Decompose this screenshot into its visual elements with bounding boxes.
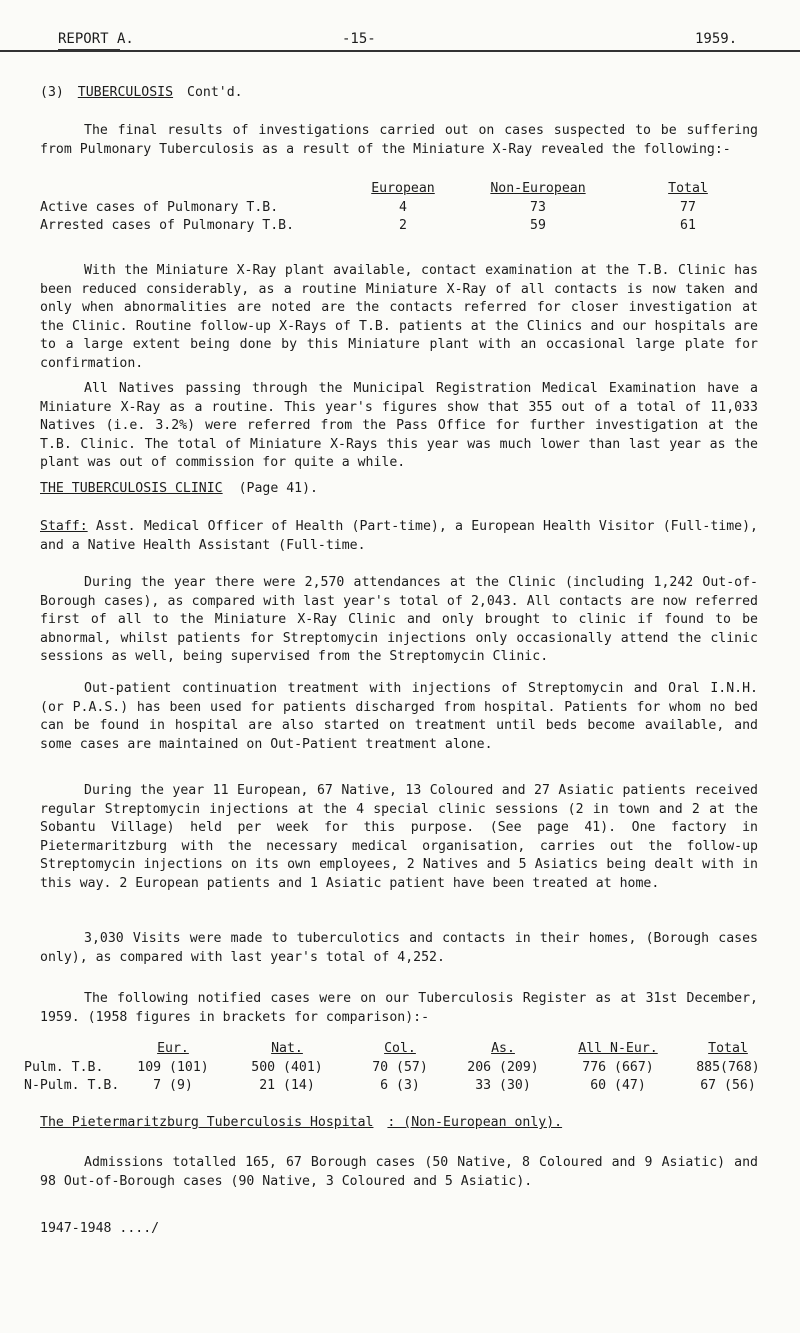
results-table-block bbox=[40, 180, 758, 236]
page-header bbox=[0, 30, 800, 58]
staff-label: Staff: bbox=[40, 519, 88, 534]
col-total: Total bbox=[668, 181, 708, 196]
header-rule bbox=[0, 50, 800, 52]
row-label: Arrested cases of Pulmonary T.B. bbox=[40, 218, 295, 234]
natives-paragraph: All Natives passing through the Municipal Registration Medical Examination have a Miniature X-Ray as a routine. This year's figures show that 355 out of a total of 11,033 Natives (i.e. 3.2%) were referred from the Pass Office for further investigation at the T.B. Clinic. The total of Miniature X-Rays this year was much lower than last year as the plant was out of commission for quite a while. bbox=[40, 381, 758, 471]
col-european: European bbox=[371, 181, 435, 196]
report-year: 1959. bbox=[695, 31, 738, 47]
hospital-title: The Pietermaritzburg Tuberculosis Hospital bbox=[40, 1115, 374, 1130]
section-heading: TUBERCULOSIS bbox=[77, 85, 174, 100]
register-paragraph: The following notified cases were on our Tuberculosis Register as at 31st December, 1959. (1958 figures in brackets for comparison):- bbox=[40, 991, 758, 1025]
row-label: N-Pulm. T.B. bbox=[24, 1078, 120, 1094]
section-number: (3) bbox=[40, 85, 64, 100]
table-row: Arrested cases of Pulmonary T.B. 2 59 61 bbox=[40, 217, 748, 236]
clinic-heading bbox=[40, 480, 758, 499]
streptomycin-paragraph: During the year 11 European, 67 Native, 13 Coloured and 27 Asiatic patients received regular Streptomycin injections at the 4 special clinic sessions (2 in town and 2 at the Sobantu Village) held per week for this purpose. (See page 41). One factory in Pietermaritzburg with the necessary medical organisation, carries out the follow-up Streptomycin injections on its own employees, 2 Natives and 5 Asiatics being dealt with in this way. 2 European patients and 1 Asiatic patient have been treated at home. bbox=[40, 783, 758, 891]
footer-reference: 1947-1948 ..../ bbox=[40, 1221, 160, 1236]
staff-paragraph bbox=[40, 518, 758, 555]
clinic-page-ref: (Page 41). bbox=[238, 481, 318, 496]
visits-paragraph: 3,030 Visits were made to tuberculotics and contacts in their homes, (Borough cases only), as compared with last year's total of 4,252. bbox=[40, 931, 758, 965]
row-label: Active cases of Pulmonary T.B. bbox=[40, 199, 279, 215]
results-header-row bbox=[40, 180, 748, 199]
attendances-paragraph: During the year there were 2,570 attendances at the Clinic (including 1,242 Out-of-Borough cases), as compared with last year's total of 2,043. All contacts are now referred first of all to the Miniature X-Ray Clinic and only brought to clinic if found to be abnormal, whilst patients for Streptomycin injections only occasionally attend the clinic sessions as well, being supervised from the Streptomycin Clinic. bbox=[40, 575, 758, 665]
page-number: -15- bbox=[342, 31, 376, 47]
table-row: Active cases of Pulmonary T.B. 4 73 77 bbox=[40, 199, 748, 218]
miniature-paragraph: With the Miniature X-Ray plant available, contact examination at the T.B. Clinic has been reduced considerably, as a routine Miniature X-Ray of all contacts is now taken and only when abnormalities are noted are the contacts referred for closer investigation at the Clinic. Routine follow-up X-Rays of T.B. patients at the Clinics and our hospitals are to a large extent being done by this Miniature plant with an occasional large plate for confirmation. bbox=[40, 263, 758, 371]
register-header-row: Eur. Nat. Col. As. All N-Eur. Total bbox=[157, 1041, 748, 1056]
table-row: N-Pulm. T.B. 7 (9) 21 (14) 6 (3) 33 (30) 60 (47) 67 (56) bbox=[24, 1077, 778, 1096]
section-title bbox=[40, 84, 758, 103]
col-non-european: Non-European bbox=[490, 181, 586, 196]
staff-text: Asst. Medical Officer of Health (Part-time), a European Health Visitor (Full-time), and a Native Health Assistant (Full-time. bbox=[40, 519, 758, 553]
hospital-heading bbox=[40, 1114, 758, 1133]
admissions-paragraph: Admissions totalled 165, 67 Borough cases (50 Native, 8 Coloured and 9 Asiatic) and 98 Out-of-Borough cases (90 Native, 3 Coloured and 5 Asiatic). bbox=[40, 1155, 758, 1189]
intro-paragraph: The final results of investigations carried out on cases suspected to be suffering from Pulmonary Tuberculosis as a result of the Miniature X-Ray revealed the following:- bbox=[40, 123, 758, 157]
row-label: Pulm. T.B. bbox=[24, 1059, 104, 1075]
hospital-note: : (Non-European only). bbox=[387, 1115, 563, 1130]
section-continued: Cont'd. bbox=[187, 85, 243, 100]
outpatient-paragraph: Out-patient continuation treatment with injections of Streptomycin and Oral I.N.H. (or P.A.S.) has been used for patients discharged from hospital. Patients for whom no bed can be found in hospital are also started on treatment until beds become available, and some cases are maintained on Out-Patient treatment alone. bbox=[40, 681, 758, 752]
register-table bbox=[24, 1040, 778, 1096]
report-label: REPORT A. bbox=[58, 31, 134, 47]
results-table bbox=[40, 180, 748, 236]
clinic-title: THE TUBERCULOSIS CLINIC bbox=[40, 481, 223, 496]
table-row: Pulm. T.B. 109 (101) 500 (401) 70 (57) 206 (209) 776 (667) 885(768) bbox=[24, 1059, 778, 1078]
register-table-block bbox=[24, 1040, 784, 1096]
